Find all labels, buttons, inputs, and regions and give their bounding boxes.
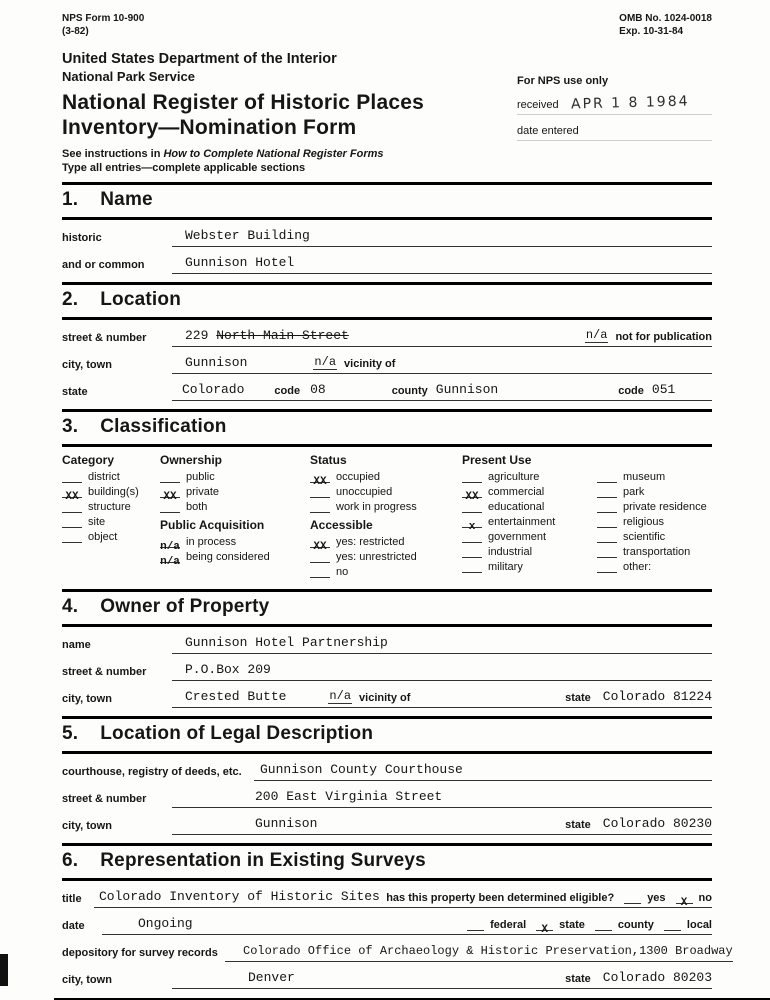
field-value: Gunnison Hotel bbox=[185, 255, 295, 271]
field-value: P.O.Box 209 bbox=[185, 662, 271, 678]
checkbox-both bbox=[160, 501, 310, 513]
field-value: Ongoing bbox=[138, 916, 193, 932]
checkbox-line bbox=[597, 471, 617, 483]
form-header-left bbox=[62, 51, 507, 174]
section-6-header bbox=[62, 843, 712, 881]
county-code-value: 051 bbox=[651, 382, 676, 398]
section-3-header bbox=[62, 409, 712, 447]
county-label: county bbox=[391, 385, 428, 398]
section-number: 1. bbox=[62, 189, 79, 211]
checkbox-mark: X bbox=[541, 924, 548, 937]
checkbox-label: no bbox=[336, 566, 349, 579]
checkbox-occupied bbox=[310, 471, 462, 489]
checkbox-object bbox=[62, 531, 160, 543]
checkbox-line bbox=[62, 471, 82, 483]
checkbox-label: yes: unrestricted bbox=[336, 551, 417, 564]
checkbox-line bbox=[62, 516, 82, 528]
field-value: Denver bbox=[248, 970, 295, 986]
section-2-header bbox=[62, 282, 712, 320]
checkbox-line bbox=[462, 486, 482, 504]
checkbox-line bbox=[536, 919, 553, 937]
checkbox-label: agriculture bbox=[488, 471, 540, 484]
checkbox-label: occupied bbox=[336, 471, 381, 484]
field-label: city, town bbox=[62, 974, 112, 987]
checkbox-label: site bbox=[88, 516, 106, 529]
checkbox-line bbox=[62, 486, 82, 504]
checkbox-line bbox=[310, 501, 330, 513]
checkbox-mark: XX bbox=[313, 476, 327, 489]
checkbox-mark: n/a bbox=[160, 556, 180, 569]
checkbox-line bbox=[664, 919, 681, 931]
instructions-pre: See instructions in bbox=[62, 148, 161, 161]
received-row bbox=[517, 95, 712, 115]
field-line bbox=[172, 352, 712, 374]
checkbox-county bbox=[595, 919, 654, 931]
checkbox-line bbox=[462, 546, 482, 558]
checkbox-structure bbox=[62, 501, 160, 513]
field-legal-street bbox=[62, 786, 712, 808]
checkbox-label: transportation bbox=[623, 546, 691, 559]
vicinity-group bbox=[328, 689, 410, 704]
state-value: Colorado 81224 bbox=[602, 689, 712, 705]
category-heading: Category bbox=[62, 453, 115, 468]
field-survey-date bbox=[62, 913, 712, 935]
state-group bbox=[565, 689, 712, 704]
field-legal-city bbox=[62, 813, 712, 835]
ownership-heading: Ownership bbox=[160, 453, 223, 468]
checkbox-other bbox=[597, 561, 712, 573]
checkbox-label: building(s) bbox=[88, 486, 139, 499]
checkbox-line bbox=[462, 501, 482, 513]
na-mark: n/a bbox=[329, 689, 352, 704]
field-value: Crested Butte bbox=[185, 689, 287, 705]
field-survey-city bbox=[62, 967, 712, 989]
department-title: United States Department of the Interior bbox=[62, 51, 337, 67]
state-group bbox=[565, 816, 712, 831]
section-number: 5. bbox=[62, 723, 79, 745]
checkbox-line bbox=[676, 892, 693, 910]
checkbox-district bbox=[62, 471, 160, 483]
accessible-heading: Accessible bbox=[310, 518, 373, 533]
checkbox-site bbox=[62, 516, 160, 528]
checkbox-transportation bbox=[597, 546, 712, 558]
checkbox-label: state bbox=[559, 919, 585, 932]
field-line bbox=[94, 886, 712, 908]
section-title: Classification bbox=[100, 416, 227, 438]
section-title: Name bbox=[100, 189, 153, 211]
field-line bbox=[172, 225, 712, 247]
state-value: Colorado bbox=[182, 382, 245, 398]
checkbox-label: military bbox=[488, 561, 523, 574]
present-use-heading: Present Use bbox=[462, 453, 532, 468]
field-value: Webster Building bbox=[185, 228, 310, 244]
checkbox-eligible-yes bbox=[624, 892, 665, 904]
field-line bbox=[172, 813, 712, 835]
present-use-subcolumns bbox=[462, 471, 712, 576]
checkbox-label: local bbox=[686, 919, 712, 932]
date-entered-label: date entered bbox=[517, 125, 579, 137]
field-label: city, town bbox=[62, 359, 112, 372]
section-title: Location of Legal Description bbox=[100, 723, 374, 745]
field-depository bbox=[62, 940, 733, 962]
na-mark: n/a bbox=[314, 355, 337, 370]
checkbox-work-in-progress bbox=[310, 501, 462, 513]
checkbox-buildings bbox=[62, 486, 160, 504]
status-heading: Status bbox=[310, 453, 347, 468]
form-revision: (3-82) bbox=[62, 26, 89, 37]
field-line bbox=[172, 686, 712, 708]
checkbox-label: in process bbox=[186, 536, 237, 549]
field-value bbox=[185, 328, 349, 343]
field-label: depository for survey records bbox=[62, 947, 218, 960]
section-title: Location bbox=[100, 289, 182, 311]
checkbox-line bbox=[62, 501, 82, 513]
checkbox-religious bbox=[597, 516, 712, 528]
checkbox-label: government bbox=[488, 531, 547, 544]
field-state-county bbox=[62, 379, 712, 401]
checkbox-mark: XX bbox=[163, 491, 177, 504]
present-use-col2 bbox=[597, 471, 712, 576]
state-label: state bbox=[565, 692, 591, 705]
nps-use-box bbox=[507, 51, 712, 174]
checkbox-line bbox=[310, 566, 330, 578]
received-date-stamp: APR 1 8 1984 bbox=[570, 93, 690, 113]
field-line bbox=[172, 659, 712, 681]
field-line bbox=[172, 252, 712, 274]
vicinity-group bbox=[313, 355, 395, 370]
field-value: 200 East Virginia Street bbox=[255, 789, 443, 805]
street-number: 229 bbox=[185, 328, 217, 344]
field-value: Gunnison County Courthouse bbox=[260, 762, 463, 778]
field-and-or-common bbox=[62, 252, 712, 274]
checkbox-local bbox=[664, 919, 712, 931]
checkbox-mark: XX bbox=[465, 491, 479, 504]
checkbox-line bbox=[62, 531, 82, 543]
checkbox-label: public bbox=[186, 471, 215, 484]
checkbox-label: entertainment bbox=[488, 516, 556, 529]
checkbox-in-process bbox=[160, 536, 310, 554]
checkbox-label: scientific bbox=[623, 531, 666, 544]
instructions-line2: Type all entries—complete applicable sections bbox=[62, 162, 306, 175]
checkbox-unoccupied bbox=[310, 486, 462, 498]
checkbox-private-residence bbox=[597, 501, 712, 513]
field-survey-title bbox=[62, 886, 712, 908]
checkbox-line bbox=[597, 486, 617, 498]
checkbox-label: district bbox=[88, 471, 120, 484]
checkbox-line bbox=[595, 919, 612, 931]
checkbox-label: museum bbox=[623, 471, 666, 484]
field-label: historic bbox=[62, 232, 102, 245]
checkbox-line bbox=[597, 561, 617, 573]
checkbox-label: other: bbox=[623, 561, 652, 574]
status-column bbox=[310, 453, 462, 581]
public-acquisition-heading: Public Acquisition bbox=[160, 518, 265, 533]
checkbox-label: unoccupied bbox=[336, 486, 393, 499]
checkbox-line bbox=[462, 516, 482, 534]
checkbox-line bbox=[310, 486, 330, 498]
field-street-number bbox=[62, 325, 712, 347]
checkbox-no bbox=[310, 566, 462, 578]
checkbox-label: yes bbox=[647, 892, 666, 905]
checkbox-educational bbox=[462, 501, 597, 513]
date-entered-row bbox=[517, 123, 712, 141]
checkbox-eligible-no bbox=[676, 892, 712, 910]
checkbox-line bbox=[160, 486, 180, 504]
form-number: NPS Form 10-900 bbox=[62, 13, 145, 24]
section-number: 4. bbox=[62, 596, 79, 618]
instructions-book-title: How to Complete National Register Forms bbox=[163, 148, 384, 161]
field-courthouse bbox=[62, 759, 712, 781]
eligible-group bbox=[386, 892, 712, 910]
checkbox-line bbox=[160, 471, 180, 483]
field-value: Gunnison Hotel Partnership bbox=[185, 635, 388, 651]
field-line bbox=[225, 940, 733, 962]
checkbox-mark: XX bbox=[65, 491, 79, 504]
na-mark: n/a bbox=[585, 328, 608, 343]
field-label: city, town bbox=[62, 693, 112, 706]
field-label: name bbox=[62, 639, 91, 652]
checkbox-line bbox=[310, 551, 330, 563]
checkbox-label: no bbox=[698, 892, 712, 905]
field-line bbox=[254, 759, 712, 781]
county-value: Gunnison bbox=[435, 382, 499, 398]
checkbox-line bbox=[310, 536, 330, 554]
field-label: city, town bbox=[62, 820, 112, 833]
checkbox-museum bbox=[597, 471, 712, 483]
not-for-publication-group bbox=[585, 328, 712, 343]
form-number-block bbox=[62, 12, 144, 38]
field-value: Colorado Inventory of Historic Sites bbox=[99, 889, 380, 905]
field-value: Gunnison bbox=[255, 816, 318, 832]
field-line bbox=[172, 632, 712, 654]
checkbox-label: park bbox=[623, 486, 645, 499]
checkbox-label: yes: restricted bbox=[336, 536, 405, 549]
checkbox-line bbox=[462, 471, 482, 483]
section-number: 2. bbox=[62, 289, 79, 311]
field-line bbox=[102, 913, 712, 935]
checkbox-label: both bbox=[186, 501, 208, 514]
form-title-line2: Inventory—Nomination Form bbox=[62, 116, 357, 140]
checkbox-label: county bbox=[617, 919, 654, 932]
vicinity-label: vicinity of bbox=[344, 358, 396, 371]
checkbox-line bbox=[160, 536, 180, 554]
field-label: title bbox=[62, 893, 82, 906]
scan-artifact bbox=[0, 954, 8, 986]
state-label: state bbox=[565, 819, 591, 832]
checkbox-line bbox=[462, 561, 482, 573]
state-value: Colorado 80230 bbox=[602, 816, 712, 832]
instructions-line1 bbox=[62, 148, 507, 160]
checkbox-line bbox=[624, 892, 641, 904]
form-header bbox=[62, 51, 712, 174]
checkbox-label: structure bbox=[88, 501, 131, 514]
checkbox-park bbox=[597, 486, 712, 498]
checkbox-scientific bbox=[597, 531, 712, 543]
checkbox-label: commercial bbox=[488, 486, 545, 499]
checkbox-label: religious bbox=[623, 516, 664, 529]
checkbox-agriculture bbox=[462, 471, 597, 483]
checkbox-label: work in progress bbox=[336, 501, 417, 514]
checkbox-federal bbox=[467, 919, 526, 931]
checkbox-commercial bbox=[462, 486, 597, 504]
field-city-town bbox=[62, 352, 712, 374]
field-label: street & number bbox=[62, 332, 147, 345]
checkbox-government bbox=[462, 531, 597, 543]
omb-block bbox=[619, 12, 712, 38]
field-line bbox=[172, 325, 712, 347]
vicinity-label: vicinity of bbox=[359, 692, 411, 705]
checkbox-label: educational bbox=[488, 501, 545, 514]
service-title: National Park Service bbox=[62, 69, 195, 84]
checkbox-industrial bbox=[462, 546, 597, 558]
section-5-header bbox=[62, 716, 712, 754]
state-group bbox=[565, 970, 712, 985]
checkbox-military bbox=[462, 561, 597, 573]
checkbox-label: industrial bbox=[488, 546, 533, 559]
form-title-line1: National Register of Historic Places bbox=[62, 91, 424, 114]
checkbox-label: federal bbox=[490, 919, 527, 932]
checkbox-mark: x bbox=[468, 521, 476, 534]
field-owner-street bbox=[62, 659, 712, 681]
field-value: Colorado Office of Archaeology & Historic Preservation,1300 Broadway bbox=[243, 944, 733, 959]
field-line bbox=[172, 786, 712, 808]
present-use-col1 bbox=[462, 471, 597, 576]
field-label: street & number bbox=[62, 666, 147, 679]
section-title: Owner of Property bbox=[100, 596, 270, 618]
section-number: 3. bbox=[62, 416, 79, 438]
checkbox-mark: XX bbox=[313, 541, 327, 554]
checkbox-mark: X bbox=[680, 897, 688, 910]
checkbox-entertainment bbox=[462, 516, 597, 534]
checkbox-line bbox=[160, 501, 180, 513]
checkbox-public bbox=[160, 471, 310, 483]
checkbox-label: object bbox=[88, 531, 118, 544]
section-number: 6. bbox=[62, 850, 79, 872]
field-label: courthouse, registry of deeds, etc. bbox=[62, 766, 242, 779]
state-label: state bbox=[565, 973, 591, 986]
omb-expiration: Exp. 10-31-84 bbox=[619, 26, 684, 37]
field-line bbox=[172, 379, 712, 401]
checkbox-state bbox=[536, 919, 585, 937]
field-owner-city bbox=[62, 686, 712, 708]
checkbox-line bbox=[462, 531, 482, 543]
checkbox-being-considered bbox=[160, 551, 310, 569]
field-value: Gunnison bbox=[185, 355, 248, 371]
field-label: and or common bbox=[62, 259, 145, 272]
checkbox-line bbox=[160, 551, 180, 569]
nps-use-heading: For NPS use only bbox=[517, 75, 609, 87]
code-label: code bbox=[274, 385, 301, 398]
section-4-header bbox=[62, 589, 712, 627]
survey-level-group bbox=[457, 919, 712, 937]
eligible-question-label: has this property been determined eligible? bbox=[386, 892, 615, 905]
code-label: code bbox=[618, 385, 644, 398]
category-column bbox=[62, 453, 160, 581]
classification-grid bbox=[62, 453, 712, 581]
field-historic bbox=[62, 225, 712, 247]
field-line bbox=[172, 967, 712, 989]
form-meta-row bbox=[62, 12, 712, 38]
checkbox-line bbox=[597, 531, 617, 543]
present-use-column bbox=[462, 453, 712, 581]
checkbox-yes-unrestricted bbox=[310, 551, 462, 563]
field-label: state bbox=[62, 386, 88, 399]
checkbox-line bbox=[310, 471, 330, 489]
checkbox-line bbox=[597, 546, 617, 558]
checkbox-label: private bbox=[186, 486, 220, 499]
checkbox-line bbox=[597, 516, 617, 528]
field-label: date bbox=[62, 920, 85, 933]
not-for-publication-label: not for publication bbox=[615, 331, 712, 344]
checkbox-mark: n/a bbox=[160, 541, 180, 554]
omb-number: OMB No. 1024-0018 bbox=[619, 13, 712, 24]
checkbox-yes-restricted bbox=[310, 536, 462, 554]
ownership-column bbox=[160, 453, 310, 581]
checkbox-line bbox=[467, 919, 484, 931]
field-owner-name bbox=[62, 632, 712, 654]
state-value: Colorado 80203 bbox=[602, 970, 712, 986]
checkbox-private bbox=[160, 486, 310, 504]
state-code-value: 08 bbox=[310, 382, 326, 398]
checkbox-line bbox=[597, 501, 617, 513]
received-label: received bbox=[517, 99, 559, 111]
checkbox-label: private residence bbox=[623, 501, 707, 514]
section-1-header bbox=[62, 182, 712, 220]
checkbox-label: being considered bbox=[186, 551, 270, 564]
field-label: street & number bbox=[62, 793, 147, 806]
section-title: Representation in Existing Surveys bbox=[100, 850, 426, 872]
street-name-struck: North Main Street bbox=[216, 328, 349, 344]
